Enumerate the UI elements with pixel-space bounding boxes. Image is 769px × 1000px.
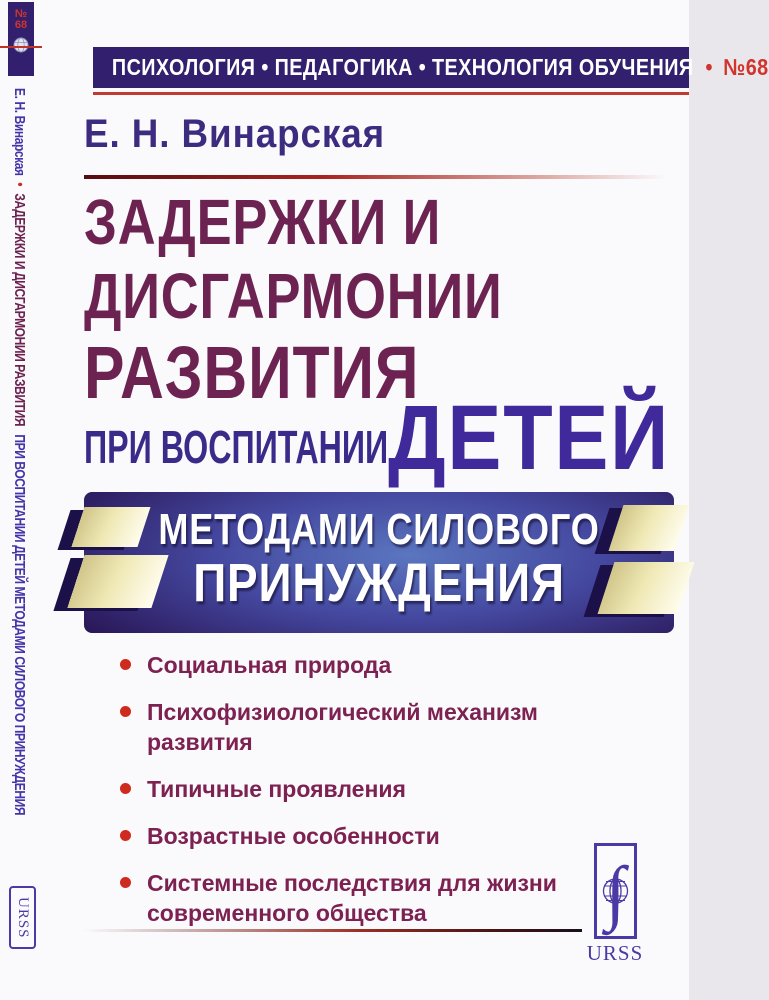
spine-separator-dot: • <box>11 182 28 187</box>
title-prefix: ПРИ ВОСПИТАНИИ <box>84 421 389 473</box>
series-title: ПСИХОЛОГИЯ • ПЕДАГОГИКА • ТЕХНОЛОГИЯ ОБУЧЕНИЯ <box>111 54 694 80</box>
spine-issue-badge <box>8 2 34 76</box>
spine-issue-no-sign: № <box>14 8 28 20</box>
subtitle-line-1: МЕТОДАМИ СИЛОВОГО <box>158 505 600 554</box>
series-issue-separator: • <box>705 54 713 80</box>
bullet-dot-icon <box>120 659 131 670</box>
title-line-1: ЗАДЕРЖКИ И <box>84 186 442 258</box>
spine-title-part2: ПРИ ВОСПИТАНИИ ДЕТЕЙ МЕТОДАМИ СИЛОВОГО ПРИНУЖДЕНИЯ <box>11 434 28 816</box>
bottom-divider-line <box>84 929 582 932</box>
list-item-text: Психофизиологический механизм развития <box>147 699 538 755</box>
bullet-dot-icon <box>120 783 131 794</box>
series-banner <box>93 47 769 88</box>
series-issue-number: №68 <box>723 54 769 80</box>
publisher-logo <box>594 843 637 939</box>
list-item-text: Возрастные особенности <box>147 823 440 849</box>
spine-issue-number: 68 <box>14 19 28 31</box>
subtitle-line-2: ПРИНУЖДЕНИЯ <box>193 553 565 613</box>
list-item-text: Системные последствия для жизни современного общества <box>147 870 557 926</box>
spine-author: Е. Н. Винарская <box>11 88 28 176</box>
publisher-name: URSS <box>586 941 644 965</box>
globe-integral-icon <box>599 849 632 933</box>
globe-icon <box>8 36 34 58</box>
spine-publisher-logo <box>9 886 36 949</box>
title-emphasis: ДЕТЕЙ <box>388 387 671 489</box>
subtitle-band <box>84 492 674 633</box>
list-item-text: Типичные проявления <box>147 776 406 802</box>
author-divider-line <box>84 175 684 179</box>
spine-red-line <box>0 46 42 48</box>
spine-publisher-name: URSS <box>15 896 31 939</box>
spine-title-part1: ЗАДЕРЖКИ И ДИСГАРМОНИИ РАЗВИТИЯ <box>11 193 28 427</box>
list-item <box>120 650 635 680</box>
banner-underline <box>93 92 689 95</box>
spine-title-vertical <box>11 88 28 815</box>
list-item-text: Социальная природа <box>147 652 392 678</box>
topics-list <box>120 650 635 945</box>
list-item <box>120 821 635 851</box>
list-item <box>120 697 635 757</box>
title-line-3: РАЗВИТИЯ <box>84 331 420 414</box>
title-line-2: ДИСГАРМОНИИ <box>84 260 503 332</box>
list-item <box>120 868 635 928</box>
author-name: Е. Н. Винарская <box>84 112 386 156</box>
bullet-dot-icon <box>120 877 131 888</box>
bullet-dot-icon <box>120 830 131 841</box>
list-item <box>120 774 635 804</box>
svg-text:∫: ∫ <box>605 852 626 932</box>
bullet-dot-icon <box>120 706 131 717</box>
